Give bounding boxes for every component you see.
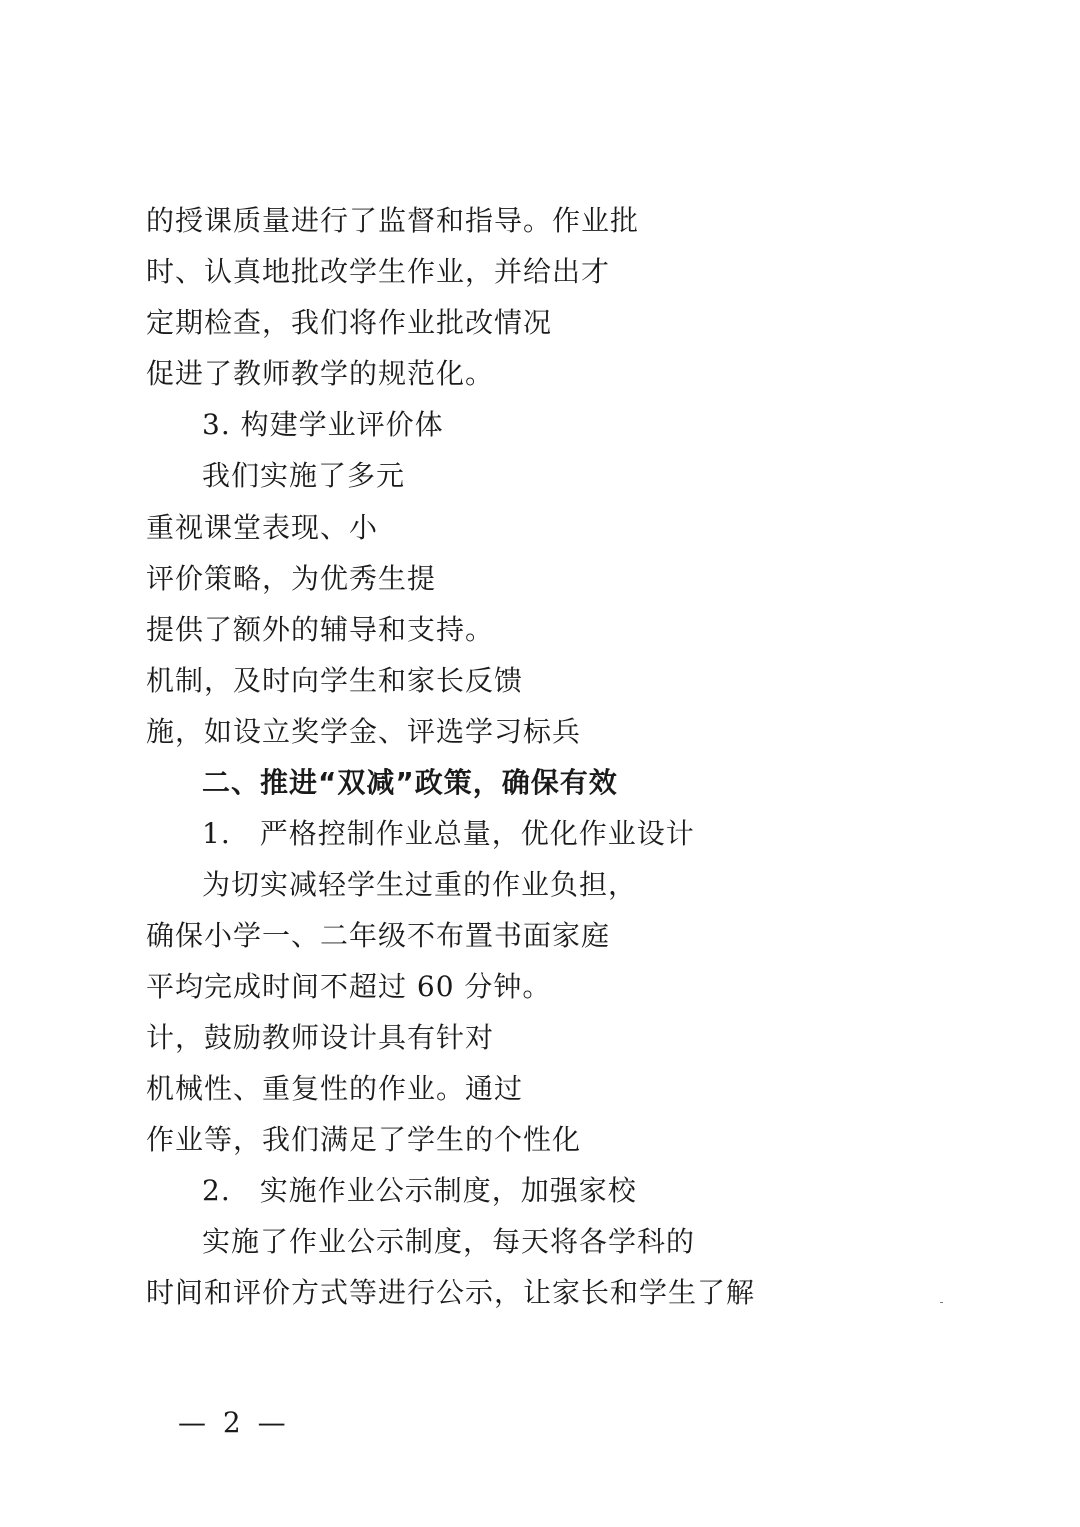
text-line: 机械性、重复性的作业。通过 [146, 1072, 524, 1105]
text-line: 计，鼓励教师设计具有针对 [146, 1021, 495, 1054]
page-number: — 2 — [178, 1406, 290, 1439]
text-line: 定期检查，我们将作业批改情况 [146, 306, 553, 339]
text-line: 促进了教师教学的规范化。 [146, 357, 495, 390]
text-line: 平均完成时间不超过 60 分钟。 [146, 970, 552, 1003]
text-line: 评价策略，为优秀生提 [146, 562, 437, 595]
section-subheading: 3. 构建学业评价体 [202, 408, 444, 441]
text-line: 的授课质量进行了监督和指导。作业批 [146, 204, 640, 237]
scan-speck [940, 1302, 943, 1303]
section-subheading: 1. 严格控制作业总量，优化作业设计 [202, 817, 695, 850]
text-line: 施，如设立奖学金、评选学习标兵 [146, 715, 582, 748]
text-line: 时、认真地批改学生作业，并给出才 [146, 255, 611, 288]
section-heading: 二、推进“双减”政策，确保有效 [202, 766, 618, 799]
text-line: 提供了额外的辅导和支持。 [146, 613, 495, 646]
text-line: 作业等，我们满足了学生的个性化 [146, 1123, 582, 1156]
text-line: 为切实减轻学生过重的作业负担， [202, 868, 638, 901]
text-line: 机制，及时向学生和家长反馈 [146, 664, 524, 697]
text-line: 确保小学一、二年级不布置书面家庭 [146, 919, 611, 952]
section-subheading: 2. 实施作业公示制度，加强家校 [202, 1174, 637, 1207]
text-line: 实施了作业公示制度，每天将各学科的 [202, 1225, 696, 1258]
text-line: 重视课堂表现、小 [146, 511, 379, 544]
text-line: 时间和评价方式等进行公示，让家长和学生了解 [146, 1276, 756, 1309]
text-line: 我们实施了多元 [202, 459, 406, 492]
